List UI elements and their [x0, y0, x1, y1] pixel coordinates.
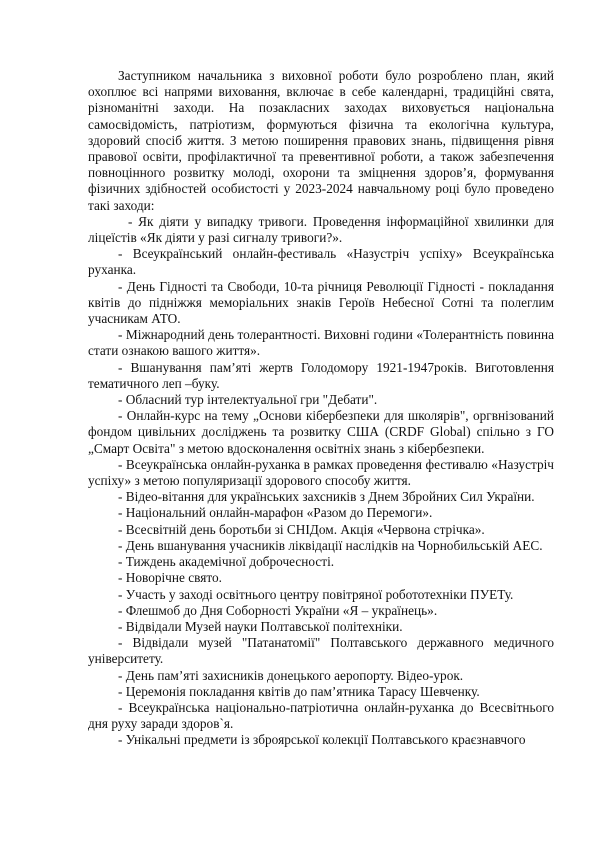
- list-item: - Всесвітній день боротьби зі СНІДом. Акція «Червона стрічка».: [118, 521, 485, 537]
- list-item: - Участь у заході освітнього центру повітряної робототехніки ПУЕТу.: [118, 586, 514, 602]
- list-item: - День вшанування учасників ліквідації наслідків на Чорнобильській АЕС.: [118, 537, 543, 553]
- list-item: - Унікальні предмети із зброярської колекції Полтавського краєзнавчого: [118, 732, 526, 748]
- document-page: [88, 68, 554, 749]
- list-item: - Всеукраїнська онлайн-руханка в рамках проведення фестивалю «Назустріч успіху» з метою популяризації здорового способу життя.: [88, 456, 554, 489]
- list-item: - Тиждень академічної доброчесності.: [118, 554, 335, 570]
- intro-paragraph: Заступником начальника з виховної роботи було розроблено план, який охоплює всі напрями виховання, включає в себе календарні, традиційні свята, різноманітні заходи. На позакласних заходах виховується національна самосвідомість, патріотизм, формуються фізична та екологічна культура, здоровий спосіб життя. З метою поширення правових знань, підвищення рівня правової освіти, профілактичної та превентивної роботи, а також забезпечення повноцінного розвитку молоді, охорони та зміцнення здоров’я, формування фізичних здібностей особистості у 2023-2024 навчальному році було проведено такі заходи:: [88, 68, 554, 213]
- list-item: - Новорічне свято.: [118, 570, 222, 586]
- list-item: - Національний онлайн-марафон «Разом до Перемоги».: [118, 505, 433, 521]
- list-item: - Відео-вітання для українських захсників з Днем Збройних Сил України.: [118, 489, 535, 505]
- list-item: - Онлайн-курс на тему „Основи кібербезпеки для школярів", оргвнізований фондом цивільних досліджень та розвитку США (CRDF Global) спільно з ГО „Смарт Освіта" з метою вдосконалення освітніх знань з кібербезпеки.: [88, 408, 554, 456]
- list-item: - Церемонія покладання квітів до пам’ятника Тарасу Шевченку.: [118, 683, 480, 699]
- list-item: - Відвідали Музей науки Полтавської політехніки.: [118, 618, 403, 634]
- list-item: - Як діяти у випадку тривоги. Проведення інформаційної хвилинки для ліцеїстів «Як діяти у разі сигналу тривоги?».: [88, 213, 554, 246]
- list-item: - Всеукраїнська національно-патріотична онлайн-руханка до Всесвітнього дня руху заради здоров`я.: [88, 699, 554, 732]
- list-item: - День пам’яті захисників донецького аеропорту. Відео-урок.: [118, 667, 464, 683]
- list-item: - Обласний тур інтелектуальної гри "Дебати".: [118, 392, 378, 408]
- list-item: - Відвідали музей "Патанатомії" Полтавського державного медичного університету.: [88, 635, 554, 667]
- list-item: - День Гідності та Свободи, 10-та річниця Революції Гідності - покладання квітів до підніжжя меморіальних знаків Героїв Небесної Сотні та полеглим учасникам АТО.: [88, 278, 554, 327]
- list-item: - Всеукраїнський онлайн-фестиваль «Назустріч успіху» Всеукраїнська руханка.: [88, 246, 554, 278]
- list-item: - Флешмоб до Дня Соборності України «Я – українець».: [118, 602, 438, 618]
- list-item: - Вшанування пам’яті жертв Голодомору 1921-1947років. Виготовлення тематичного леп –буку.: [88, 359, 554, 391]
- list-item: - Міжнародний день толерантності. Виховні години «Толерантність повинна стати ознакою вашого життя».: [88, 327, 554, 359]
